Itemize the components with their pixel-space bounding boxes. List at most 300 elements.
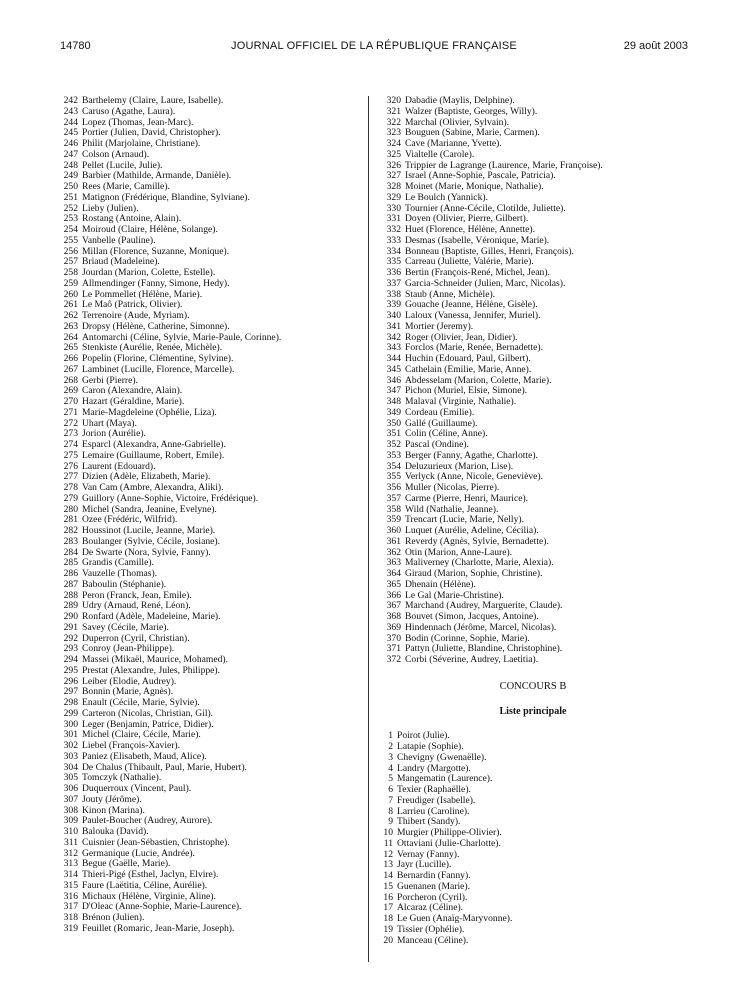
right-column-list: [383, 96, 683, 666]
rank-number: 293: [63, 643, 78, 655]
rank-number: 327: [386, 170, 401, 182]
rank-number: 326: [386, 159, 401, 171]
rank-number: 247: [63, 148, 78, 160]
publication-date: 29 août 2003: [623, 40, 688, 52]
candidate-name: Vernay (Fanny).: [397, 848, 460, 860]
rank-number: 295: [63, 664, 78, 676]
candidate-name: Jouty (Jérôme).: [82, 793, 142, 805]
rank-number: 242: [63, 95, 78, 106]
candidate-name: Laurent (Edouard).: [82, 460, 156, 472]
candidate-name: Ozee (Frédéric, Wilfrid).: [82, 514, 178, 526]
rank-number: 362: [386, 546, 401, 558]
rank-number: 342: [386, 331, 401, 343]
candidate-name: Tournier (Anne-Cécile, Clotilde, Juliette).: [405, 202, 566, 214]
left-column-list: [60, 96, 350, 935]
rank-number: 352: [386, 439, 401, 450]
rank-number: 269: [63, 385, 78, 397]
candidate-name: Wild (Nathalie, Jeanne).: [405, 503, 499, 515]
candidate-name: Portier (Julien, David, Christopher).: [82, 127, 221, 139]
rank-number: 284: [63, 546, 78, 558]
candidate-name: Landry (Margotte).: [397, 762, 471, 774]
rank-number: 353: [386, 449, 401, 461]
rank-number: 372: [386, 654, 401, 665]
candidate-name: Enault (Cécile, Marie, Sylvie).: [82, 697, 200, 708]
candidate-name: Bernardin (Fanny).: [397, 870, 471, 881]
rank-number: 3: [388, 751, 393, 763]
candidate-name: Le Maô (Patrick, Olivier).: [82, 299, 183, 311]
candidate-name: Vauzelle (Thomas).: [82, 568, 158, 579]
candidate-name: Carteron (Nicolas, Christian, Gil).: [82, 707, 214, 719]
rank-number: 279: [63, 492, 78, 504]
candidate-name: Peron (Franck, Jean, Emile).: [82, 589, 192, 601]
candidate-name: Bertin (François-René, Michel, Jean).: [405, 267, 550, 278]
rank-number: 265: [63, 342, 78, 354]
right-column: [383, 96, 683, 946]
candidate-name: Michel (Claire, Cécile, Marie).: [82, 729, 201, 741]
rank-number: 317: [63, 901, 78, 913]
candidate-name: Duquerroux (Vincent, Paul).: [82, 783, 192, 794]
rank-number: 370: [386, 632, 401, 644]
candidate-name: Muller (Nicolas, Pierre).: [405, 482, 500, 493]
rank-number: 273: [63, 428, 78, 440]
rank-number: 297: [63, 686, 78, 698]
candidate-name: Moinet (Marie, Monique, Nathalie).: [405, 181, 544, 192]
candidate-name: Millan (Florence, Suzanne, Monique).: [82, 245, 230, 257]
candidate-name: Huet (Florence, Hélène, Annette).: [405, 224, 535, 235]
candidate-name: Van Cam (Ambre, Alexandra, Aliki).: [82, 482, 224, 493]
rank-number: 258: [63, 267, 78, 278]
rank-number: 303: [63, 750, 78, 762]
rank-number: 251: [63, 191, 78, 203]
rank-number: 316: [63, 890, 78, 902]
rank-number: 292: [63, 632, 78, 644]
candidate-name: Marie-Magdeleine (Ophélie, Liza).: [82, 406, 217, 418]
rank-number: 356: [386, 482, 401, 493]
rank-number: 367: [386, 600, 401, 612]
candidate-name: Bonneau (Baptiste, Gilles, Henri, François).: [405, 245, 574, 257]
rank-number: 351: [386, 428, 401, 440]
candidate-name: Giraud (Marion, Sophie, Christine).: [405, 568, 543, 579]
candidate-name: Pattyn (Juliette, Blandine, Christophine).: [405, 643, 563, 655]
candidate-name: Maliverney (Charlotte, Marie, Alexia).: [405, 557, 554, 569]
rank-number: 339: [386, 299, 401, 311]
rank-number: 349: [386, 406, 401, 418]
candidate-name: Gallé (Guillaume).: [405, 417, 478, 429]
candidate-name: Rees (Marie, Camille).: [82, 181, 170, 192]
rank-number: 19: [383, 923, 393, 935]
list-item: [60, 924, 350, 935]
rank-number: 285: [63, 557, 78, 569]
rank-number: 278: [63, 482, 78, 493]
candidate-name: Cuisnier (Jean-Sébastien, Christophe).: [82, 836, 230, 848]
rank-number: 344: [386, 353, 401, 364]
rank-number: 296: [63, 675, 78, 687]
candidate-name: Murgier (Philippe-Olivier).: [397, 827, 502, 838]
candidate-name: Savey (Cécile, Marie).: [82, 621, 169, 633]
candidate-name: Huchin (Edouard, Paul, Gilbert).: [405, 353, 531, 364]
candidate-name: Michel (Sandra, Jeanine, Evelyne).: [82, 503, 217, 515]
candidate-name: Guillory (Anne-Sophie, Victoire, Frédérique).: [82, 492, 259, 504]
candidate-name: Antomarchi (Céline, Sylvie, Marie-Paule, Corinne).: [82, 331, 282, 343]
rank-number: 263: [63, 320, 78, 332]
rank-number: 305: [63, 772, 78, 784]
rank-number: 249: [63, 170, 78, 182]
candidate-name: Caruso (Agathe, Laura).: [82, 105, 176, 117]
rank-number: 310: [63, 826, 78, 837]
rank-number: 369: [386, 621, 401, 633]
candidate-name: Berger (Fanny, Agathe, Charlotte).: [405, 449, 538, 461]
candidate-name: Allmendinger (Fanny, Simone, Hedy).: [82, 277, 230, 289]
rank-number: 330: [386, 202, 401, 214]
rank-number: 271: [63, 406, 78, 418]
rank-number: 11: [383, 837, 393, 849]
candidate-name: Corbi (Séverine, Audrey, Laetitia).: [405, 654, 539, 665]
candidate-name: Dabadie (Maylis, Delphine).: [405, 95, 515, 106]
rank-number: 18: [383, 913, 393, 924]
rank-number: 364: [386, 568, 401, 579]
candidate-name: Paulet-Boucher (Audrey, Aurore).: [82, 815, 213, 827]
rank-number: 336: [386, 267, 401, 278]
rank-number: 274: [63, 439, 78, 450]
candidate-name: Hindennach (Jérôme, Marcel, Nicolas).: [405, 621, 557, 633]
candidate-name: Prestat (Alexandre, Jules, Philippe).: [82, 664, 221, 676]
candidate-name: Balouka (David).: [82, 826, 149, 837]
candidate-name: Cathelain (Emilie, Marie, Anne).: [405, 363, 532, 375]
candidate-name: Barbier (Mathilde, Armande, Danièle).: [82, 170, 232, 182]
rank-number: 309: [63, 815, 78, 827]
rank-number: 311: [63, 836, 78, 848]
rank-number: 304: [63, 761, 78, 773]
candidate-name: Kinon (Marina).: [82, 804, 145, 816]
rank-number: 10: [383, 827, 393, 838]
candidate-name: Tomczyk (Nathalie).: [82, 772, 162, 784]
candidate-name: Larrieu (Caroline).: [397, 805, 470, 817]
rank-number: 365: [386, 578, 401, 590]
candidate-name: Lemaire (Guillaume, Robert, Emile).: [82, 449, 225, 461]
candidate-name: Colin (Céline, Anne).: [405, 428, 488, 440]
rank-number: 350: [386, 417, 401, 429]
rank-number: 272: [63, 417, 78, 429]
rank-number: 289: [63, 600, 78, 612]
candidate-name: Desmas (Isabelle, Véronique, Marie).: [405, 234, 550, 246]
candidate-name: Otin (Marion, Anne-Laure).: [405, 546, 513, 558]
rank-number: 359: [386, 514, 401, 526]
candidate-name: Feuillet (Romaric, Jean-Marie, Joseph).: [82, 922, 235, 934]
candidate-name: Ronfard (Adèle, Madeleine, Marie).: [82, 611, 221, 622]
rank-number: 345: [386, 363, 401, 375]
candidate-name: Le Guen (Anaïg-Maryvonne).: [397, 913, 513, 924]
candidate-name: Marchal (Olivier, Sylvain).: [405, 116, 510, 128]
rank-number: 14: [383, 870, 393, 881]
rank-number: 16: [383, 891, 393, 903]
candidate-name: Grandis (Camille).: [82, 557, 154, 569]
rank-number: 308: [63, 804, 78, 816]
rank-number: 320: [386, 95, 401, 106]
candidate-name: Verlyck (Anne, Nicole, Geneviève).: [405, 471, 543, 483]
candidate-name: Stenkiste (Aurélie, Renée, Michèle).: [82, 342, 223, 354]
candidate-name: Thibert (Sandy).: [397, 816, 461, 828]
rank-number: 334: [386, 245, 401, 257]
rank-number: 277: [63, 471, 78, 483]
rank-number: 7: [388, 794, 393, 806]
journal-title: JOURNAL OFFICIEL DE LA RÉPUBLIQUE FRANÇAISE: [231, 40, 517, 52]
candidate-name: Doyen (Olivier, Pierre, Gilbert).: [405, 213, 529, 225]
rank-number: 259: [63, 277, 78, 289]
candidate-name: Thieri-Pigé (Esthel, Jaclyn, Elvire).: [82, 869, 219, 880]
rank-number: 270: [63, 396, 78, 407]
candidate-name: Le Pommellet (Hélène, Marie).: [82, 288, 203, 300]
candidate-name: Uhart (Maya).: [82, 417, 137, 429]
candidate-name: Abdesselam (Marion, Colette, Marie).: [405, 374, 552, 386]
rank-number: 358: [386, 503, 401, 515]
rank-number: 287: [63, 578, 78, 590]
rank-number: 338: [386, 288, 401, 300]
candidate-name: Leiber (Elodie, Audrey).: [82, 675, 177, 687]
rank-number: 244: [63, 116, 78, 128]
rank-number: 17: [383, 902, 393, 914]
subsection-title: Liste principale: [499, 705, 567, 717]
rank-number: 348: [386, 396, 401, 407]
candidate-name: Luquet (Aurélie, Adeline, Cécilia).: [405, 525, 539, 536]
rank-number: 1: [388, 730, 393, 742]
candidate-name: Lambinet (Lucille, Florence, Marcelle).: [82, 363, 235, 375]
candidate-name: Roger (Olivier, Jean, Didier).: [405, 331, 518, 343]
candidate-name: Cave (Marianne, Yvette).: [405, 138, 502, 149]
rank-number: 302: [63, 740, 78, 751]
candidate-name: Laloux (Vanessa, Jennifer, Muriel).: [405, 310, 541, 321]
concours-b-list: [383, 731, 683, 946]
rank-number: 300: [63, 718, 78, 730]
rank-number: 340: [386, 310, 401, 321]
rank-number: 346: [386, 374, 401, 386]
section-title: CONCOURS B: [499, 680, 567, 692]
candidate-name: Barthelemy (Claire, Laure, Isabelle).: [82, 95, 224, 106]
candidate-name: Mortier (Jeremy).: [405, 320, 474, 332]
candidate-name: Tissier (Ophélie).: [397, 923, 465, 935]
candidate-name: De Chalus (Thibault, Paul, Marie, Hubert).: [82, 761, 247, 773]
candidate-name: Deluzurieux (Marion, Lise).: [405, 460, 514, 472]
rank-number: 282: [63, 525, 78, 536]
candidate-name: Garcia-Schneider (Julien, Marc, Nicolas).: [405, 277, 566, 289]
page-number: 14780: [60, 40, 91, 52]
candidate-name: Manceau (Céline).: [397, 934, 469, 946]
list-item: [383, 655, 683, 666]
rank-number: 243: [63, 105, 78, 117]
candidate-name: Pichon (Muriel, Elsie, Simone).: [405, 385, 528, 397]
rank-number: 5: [388, 773, 393, 785]
rank-number: 280: [63, 503, 78, 515]
rank-number: 347: [386, 385, 401, 397]
rank-number: 290: [63, 611, 78, 622]
rank-number: 354: [386, 460, 401, 472]
candidate-name: Conroy (Jean-Philippe).: [82, 643, 175, 655]
candidate-name: Esparcl (Alexandra, Anne-Gabrielle).: [82, 439, 226, 450]
rank-number: 307: [63, 793, 78, 805]
rank-number: 331: [386, 213, 401, 225]
rank-number: 253: [63, 213, 78, 225]
candidate-name: D'Oleac (Anne-Sophie, Marie-Laurence).: [82, 901, 242, 913]
rank-number: 313: [63, 858, 78, 870]
rank-number: 20: [383, 934, 393, 946]
candidate-name: Massei (Mikaël, Maurice, Mohamed).: [82, 654, 228, 665]
candidate-name: Texier (Raphaëlle).: [397, 784, 471, 795]
rank-number: 4: [388, 762, 393, 774]
candidate-name: Porcheron (Cyril).: [397, 891, 468, 903]
candidate-name: Forclos (Marie, Renée, Bernadette).: [405, 342, 543, 354]
candidate-name: Vialtelle (Carole).: [405, 148, 475, 160]
candidate-name: Guenanen (Marie).: [397, 880, 470, 892]
candidate-name: Gerbi (Pierre).: [82, 374, 138, 386]
rank-number: 9: [388, 816, 393, 828]
candidate-name: Chevigny (Gwenaëlle).: [397, 751, 487, 763]
rank-number: 328: [386, 181, 401, 192]
candidate-name: Dhenain (Hélène).: [405, 578, 476, 590]
rank-number: 8: [388, 805, 393, 817]
candidate-name: Staub (Anne, Michèle).: [405, 288, 496, 300]
rank-number: 318: [63, 912, 78, 923]
candidate-name: Matignon (Frédérique, Blandine, Sylviane).: [82, 191, 250, 203]
rank-number: 2: [388, 741, 393, 752]
page-header: [60, 40, 688, 56]
candidate-name: Liebel (François-Xavier).: [82, 740, 181, 751]
candidate-name: Jayr (Lucille).: [397, 859, 452, 871]
rank-number: 248: [63, 159, 78, 171]
candidate-name: Houssinot (Lucile, Jeanne, Marie).: [82, 525, 216, 536]
rank-number: 276: [63, 460, 78, 472]
candidate-name: Ottaviani (Julie-Charlotte).: [397, 837, 501, 849]
rank-number: 281: [63, 514, 78, 526]
rank-number: 343: [386, 342, 401, 354]
rank-number: 306: [63, 783, 78, 794]
candidate-name: Boulanger (Sylvie, Cécile, Josiane).: [82, 535, 221, 547]
rank-number: 256: [63, 245, 78, 257]
rank-number: 294: [63, 654, 78, 665]
candidate-name: Jorion (Aurélie).: [82, 428, 146, 440]
rank-number: 291: [63, 621, 78, 633]
rank-number: 286: [63, 568, 78, 579]
rank-number: 283: [63, 535, 78, 547]
candidate-name: Marchand (Audrey, Marguerite, Claude).: [405, 600, 563, 612]
candidate-name: Udry (Arnaud, René, Léon).: [82, 600, 191, 612]
rank-number: 357: [386, 492, 401, 504]
rank-number: 323: [386, 127, 401, 139]
candidate-name: Poirot (Julie).: [397, 730, 450, 742]
rank-number: 299: [63, 707, 78, 719]
rank-number: 260: [63, 288, 78, 300]
candidate-name: Moiroud (Claire, Hélène, Solange).: [82, 224, 218, 235]
candidate-name: Jourdan (Marion, Colette, Estelle).: [82, 267, 216, 278]
candidate-name: Bonnin (Marie, Agnès).: [82, 686, 174, 698]
candidate-name: Trencart (Lucie, Marie, Nelly).: [405, 514, 524, 526]
rank-number: 324: [386, 138, 401, 149]
candidate-name: Caron (Alexandre, Alain).: [82, 385, 183, 397]
candidate-name: Freudiger (Isabelle).: [397, 794, 476, 806]
candidate-name: Le Gal (Marie-Christine).: [405, 589, 504, 601]
candidate-name: Duperron (Cyril, Christian).: [82, 632, 190, 644]
rank-number: 262: [63, 310, 78, 321]
candidate-name: Carme (Pierre, Henri, Maurice).: [405, 492, 529, 504]
rank-number: 298: [63, 697, 78, 708]
candidate-name: Malaval (Virginie, Nathalie).: [405, 396, 517, 407]
candidate-name: Terrenoire (Aude, Myriam).: [82, 310, 190, 321]
candidate-name: Philit (Marjolaine, Christiane).: [82, 138, 201, 149]
rank-number: 275: [63, 449, 78, 461]
rank-number: 332: [386, 224, 401, 235]
candidate-name: Le Boulch (Yannick).: [405, 191, 488, 203]
rank-number: 15: [383, 880, 393, 892]
rank-number: 266: [63, 353, 78, 364]
rank-number: 312: [63, 847, 78, 859]
rank-number: 246: [63, 138, 78, 149]
rank-number: 329: [386, 191, 401, 203]
candidate-name: Trippier de Lagrange (Laurence, Marie, Françoise).: [405, 159, 603, 171]
candidate-name: Germanique (Lucie, Andrée).: [82, 847, 195, 859]
candidate-name: Alcaraz (Céline).: [397, 902, 464, 914]
rank-number: 322: [386, 116, 401, 128]
rank-number: 333: [386, 234, 401, 246]
candidate-name: Briaud (Madeleine).: [82, 256, 160, 268]
rank-number: 12: [383, 848, 393, 860]
rank-number: 319: [63, 922, 78, 934]
rank-number: 314: [63, 869, 78, 880]
rank-number: 315: [63, 879, 78, 891]
candidate-name: Mangematin (Laurence).: [397, 773, 493, 785]
candidate-name: Bouguen (Sabine, Marie, Carmen).: [405, 127, 540, 139]
rank-number: 335: [386, 256, 401, 268]
candidate-name: Popelin (Florine, Clémentine, Sylvine).: [82, 353, 234, 364]
candidate-name: Faure (Laëtitia, Céline, Aurélie).: [82, 879, 208, 891]
rank-number: 245: [63, 127, 78, 139]
rank-number: 363: [386, 557, 401, 569]
rank-number: 360: [386, 525, 401, 536]
rank-number: 301: [63, 729, 78, 741]
candidate-name: Colson (Arnaud).: [82, 148, 150, 160]
rank-number: 6: [388, 784, 393, 795]
candidate-name: Reverdy (Agnès, Sylvie, Bernadette).: [405, 535, 549, 547]
candidate-name: Paniez (Elisabeth, Maud, Alice).: [82, 750, 207, 762]
candidate-name: De Swarte (Nora, Sylvie, Fanny).: [82, 546, 211, 558]
candidate-name: Bodin (Corinne, Sophie, Marie).: [405, 632, 530, 644]
candidate-name: Begue (Gaëlle, Marie).: [82, 858, 171, 870]
list-item: [383, 936, 683, 947]
candidate-name: Leger (Benjamin, Patrice, Didier).: [82, 718, 214, 730]
rank-number: 341: [386, 320, 401, 332]
candidate-name: Cordeau (Emilie).: [405, 406, 475, 418]
candidate-name: Dropsy (Hélène, Catherine, Simonne).: [82, 320, 230, 332]
candidate-name: Vanbelle (Pauline).: [82, 234, 156, 246]
candidate-name: Hazart (Géraldine, Marie).: [82, 396, 185, 407]
candidate-name: Baboulin (Stéphanie).: [82, 578, 167, 590]
candidate-name: Lieby (Julien).: [82, 202, 139, 214]
candidate-name: Latapie (Sophie).: [397, 741, 464, 752]
rank-number: 261: [63, 299, 78, 311]
candidate-name: Israel (Anne-Sophie, Pascale, Patricia).: [405, 170, 556, 182]
candidate-name: Dizien (Adèle, Elizabeth, Marie).: [82, 471, 211, 483]
candidate-name: Michaux (Hélène, Virginie, Aline).: [82, 890, 216, 902]
candidate-name: Pascal (Ondine).: [405, 439, 469, 450]
rank-number: 268: [63, 374, 78, 386]
rank-number: 321: [386, 105, 401, 117]
rank-number: 250: [63, 181, 78, 192]
rank-number: 252: [63, 202, 78, 214]
rank-number: 368: [386, 611, 401, 622]
rank-number: 267: [63, 363, 78, 375]
candidate-name: Carreau (Juliette, Valérie, Marie).: [405, 256, 534, 268]
rank-number: 255: [63, 234, 78, 246]
rank-number: 366: [386, 589, 401, 601]
rank-number: 254: [63, 224, 78, 235]
rank-number: 325: [386, 148, 401, 160]
